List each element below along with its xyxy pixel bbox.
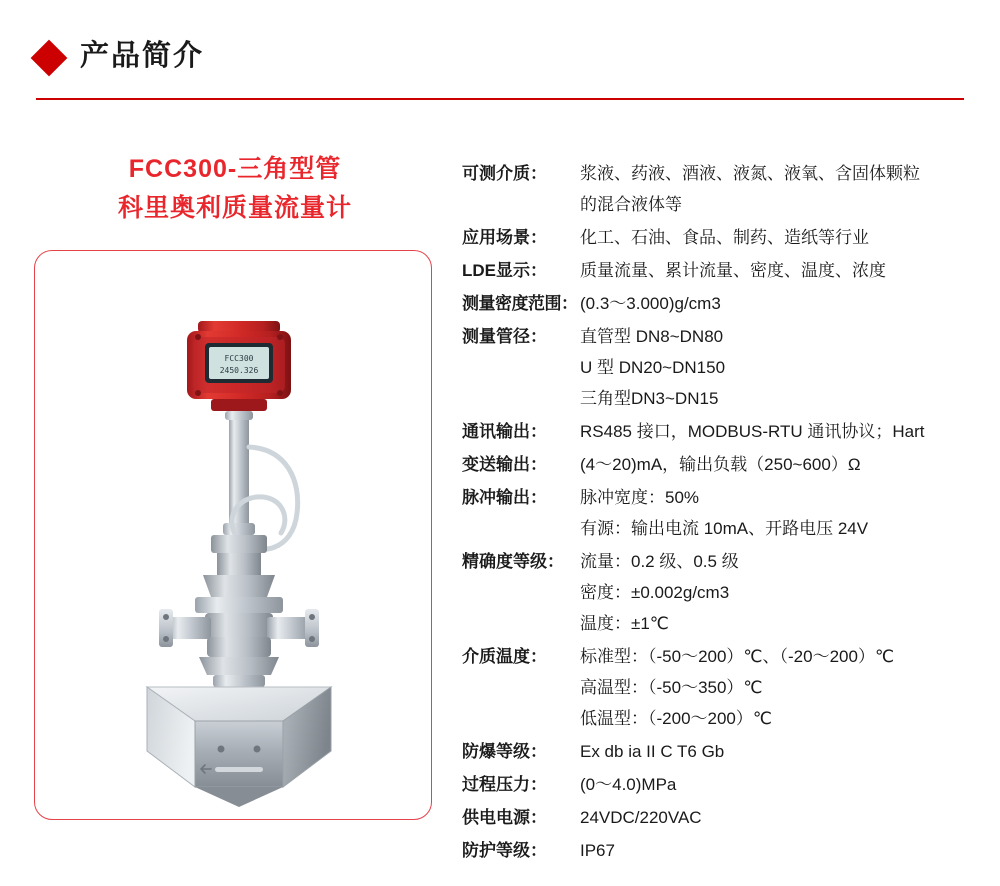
spec-value [580,158,982,220]
spec-row [462,416,982,447]
spec-row [462,321,982,414]
spec-value [580,321,982,414]
triangular-tube-housing [147,687,331,807]
spec-row [462,546,982,639]
diamond-bullet-icon [31,39,68,76]
transmitter-neck [223,411,255,535]
spec-value-line: (4～20)mA，输出负载（250~600）Ω [580,455,861,474]
spec-value [580,416,982,447]
product-panel [34,150,436,820]
spec-value-line: 低温型：（-200～200）℃ [580,709,772,728]
spec-row [462,769,982,800]
spec-value-line: (0～4.0)MPa [580,775,677,794]
product-title [34,150,436,228]
spec-label: 介质温度： [462,647,547,666]
spec-value-line: IP67 [580,841,615,860]
display-line-2: 2450.326 [219,365,259,375]
spec-row [462,158,982,220]
product-illustration [35,251,431,819]
spec-label: 变送输出： [462,455,547,474]
spec-value-line: 质量流量、累计流量、密度、温度、浓度 [580,261,886,280]
spec-label: 过程压力： [462,775,547,794]
flow-sensor-body [159,535,319,687]
transmitter-head [187,321,291,411]
spec-value [580,802,982,833]
display-line-1: FCC300 [224,353,254,363]
spec-value-line: 脉冲宽度：50% [580,488,700,507]
product-image-frame [34,250,432,820]
spec-row [462,255,982,286]
spec-value-line: 的混合液体等 [580,195,682,214]
spec-row [462,802,982,833]
spec-label: 应用场景： [462,228,547,247]
spec-value [580,222,982,253]
spec-value [580,736,982,767]
spec-value-line: Ex db ia II C T6 Gb [580,742,725,761]
spec-value-line: (0.3～3.000)g/cm3 [580,294,721,313]
header-title-group [36,42,204,73]
spec-value-line: 三角型DN3~DN15 [580,389,719,408]
spec-value-line: 浆液、药液、酒液、液氮、液氧、含固体颗粒 [580,164,920,183]
spec-value [580,546,982,639]
spec-label: 测量密度范围： [462,294,578,313]
spec-value-line: 温度：±1℃ [580,614,669,633]
product-title-line-1: FCC300-三角型管 [128,155,342,183]
spec-row [462,641,982,734]
spec-value [580,835,982,866]
spec-value [580,769,982,800]
spec-value-line: 化工、石油、食品、制药、造纸等行业 [580,228,869,247]
page-title: 产品简介 [80,40,205,72]
spec-row [462,288,982,319]
spec-value-line: 高温型：（-50～350）℃ [580,678,763,697]
page-header [0,0,1000,100]
spec-row [462,222,982,253]
product-title-line-2: 科里奥利质量流量计 [117,193,352,222]
spec-label: 测量管径： [462,327,547,346]
header-divider [36,98,964,100]
spec-value-line: 有源：输出电流 10mA、开路电压 24V [580,519,869,538]
spec-row [462,449,982,480]
spec-value [580,255,982,286]
spec-value [580,482,982,544]
spec-label: 防爆等级： [462,742,547,761]
spec-value [580,641,982,734]
spec-value-line: 24VDC/220VAC [580,808,702,827]
spec-value-line: RS485 接口，MODBUS-RTU 通讯协议；Hart [580,422,925,441]
spec-value-line: 流量：0.2 级、0.5 级 [580,552,739,571]
spec-value [580,449,982,480]
spec-value-line: 直管型 DN8~DN80 [580,327,724,346]
spec-label: 供电电源： [462,808,547,827]
spec-label: 通讯输出： [462,422,547,441]
spec-value-line: 标准型：（-50～200）℃、（-20～200）℃ [580,647,895,666]
spec-label: 脉冲输出： [462,488,547,507]
spec-label: LDE显示： [462,261,547,280]
specification-list [462,158,982,868]
spec-label: 可测介质： [462,164,547,183]
spec-label: 防护等级： [462,841,547,860]
spec-value [580,288,982,319]
spec-value-line: 密度：±0.002g/cm3 [580,583,730,602]
spec-row [462,736,982,767]
spec-label: 精确度等级： [462,552,564,571]
spec-value-line: U 型 DN20~DN150 [580,358,726,377]
spec-row [462,482,982,544]
spec-row [462,835,982,866]
